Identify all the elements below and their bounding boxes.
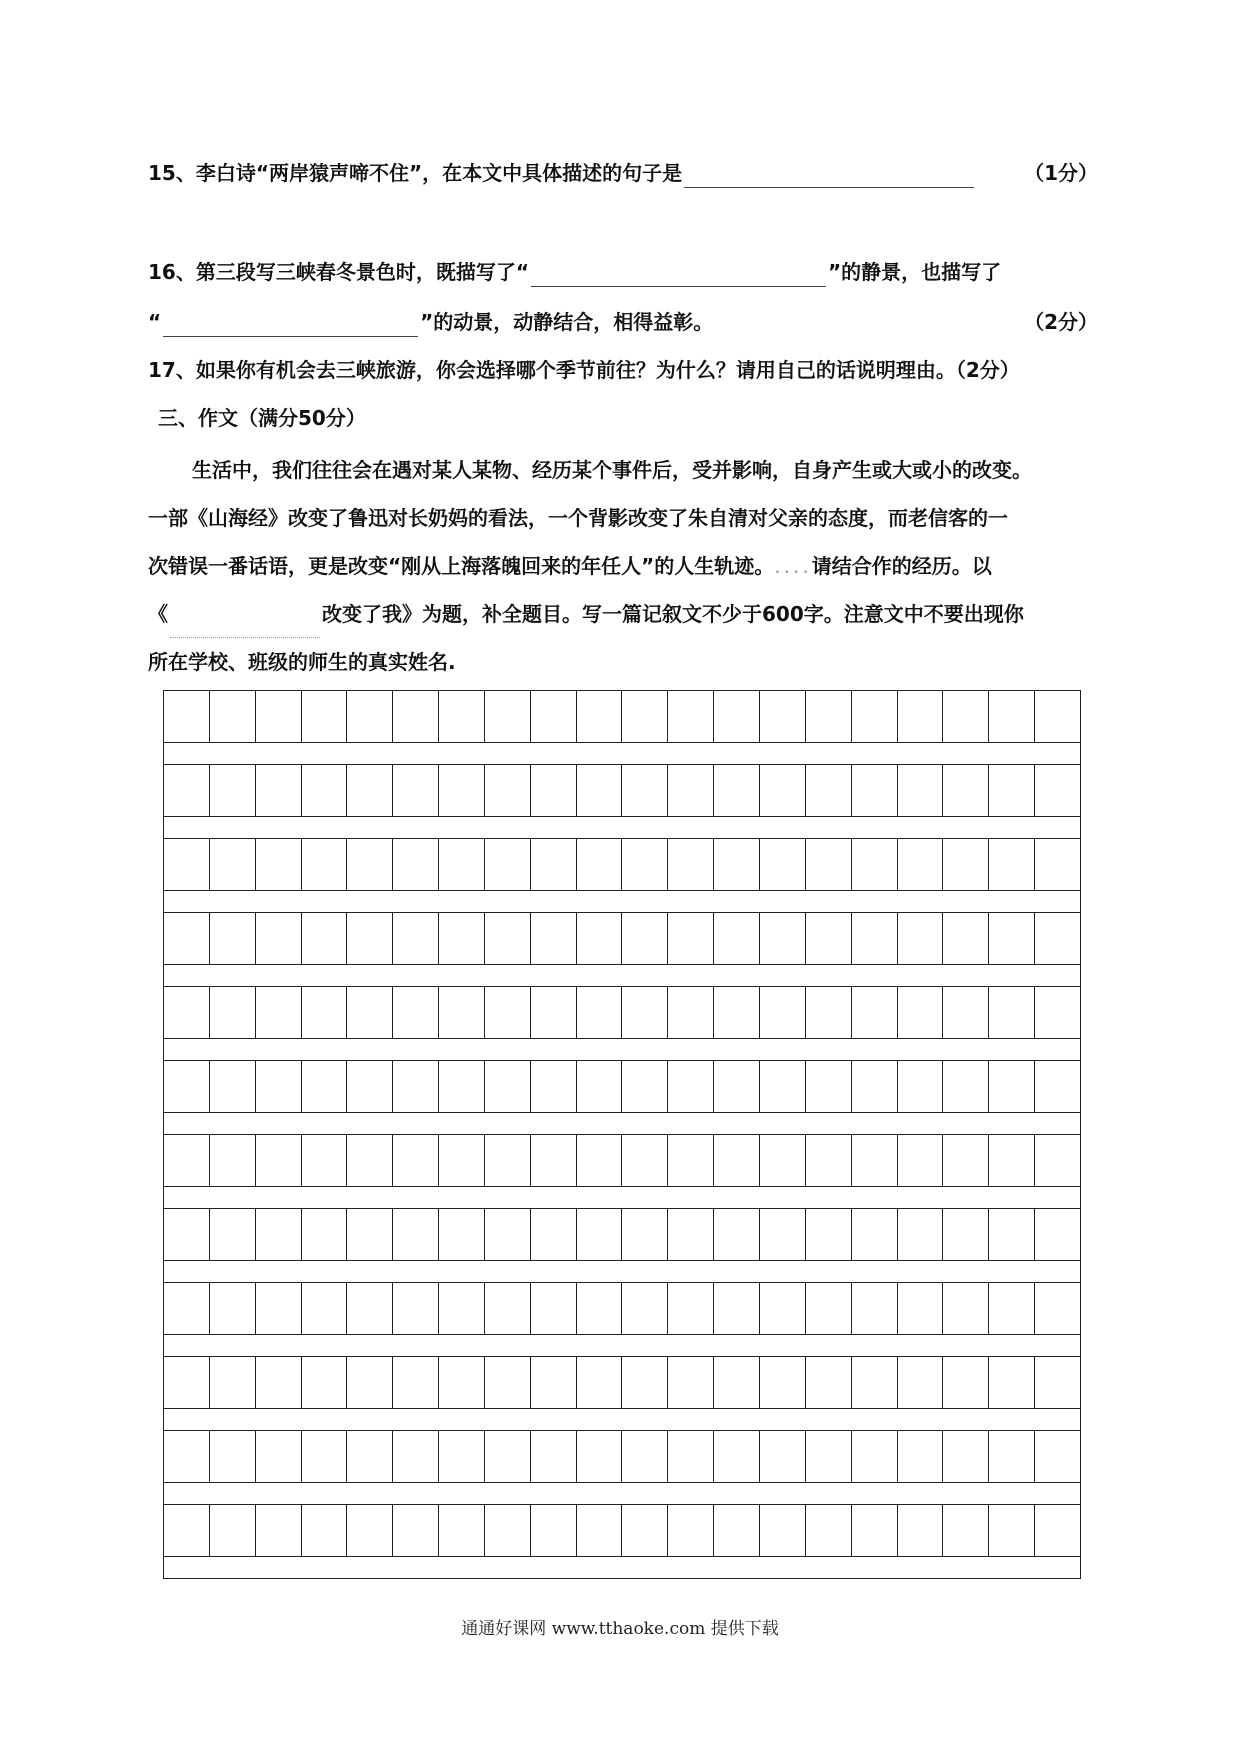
grid-cell[interactable] [577, 987, 623, 1038]
grid-cell[interactable] [898, 691, 944, 742]
grid-cell[interactable] [302, 1431, 348, 1482]
grid-cell[interactable] [531, 1061, 577, 1112]
grid-cell[interactable] [164, 765, 210, 816]
grid-cell[interactable] [256, 1209, 302, 1260]
grid-cell[interactable] [622, 691, 668, 742]
grid-cell[interactable] [760, 1283, 806, 1334]
grid-cell[interactable] [898, 913, 944, 964]
grid-cell[interactable] [347, 1283, 393, 1334]
grid-row-gap [164, 743, 1080, 765]
grid-cell[interactable] [668, 1505, 714, 1556]
grid-cell[interactable] [164, 1135, 210, 1186]
grid-cell[interactable] [577, 1209, 623, 1260]
essay-prompt [148, 446, 1098, 686]
grid-cell[interactable] [852, 987, 898, 1038]
grid-cell[interactable] [210, 765, 256, 816]
grid-cell[interactable] [943, 1061, 989, 1112]
grid-cell[interactable] [760, 691, 806, 742]
grid-cell[interactable] [347, 1061, 393, 1112]
grid-cell[interactable] [668, 839, 714, 890]
grid-cell[interactable] [210, 839, 256, 890]
grid-cell[interactable] [210, 1505, 256, 1556]
grid-cell[interactable] [302, 913, 348, 964]
grid-cell[interactable] [622, 1357, 668, 1408]
grid-cell[interactable] [256, 1283, 302, 1334]
grid-cell[interactable] [439, 765, 485, 816]
grid-cell[interactable] [393, 839, 439, 890]
grid-cell[interactable] [1035, 1505, 1080, 1556]
grid-cell[interactable] [256, 839, 302, 890]
grid-cell[interactable] [485, 1135, 531, 1186]
section-3-heading [158, 403, 1108, 433]
grid-cell[interactable] [668, 913, 714, 964]
grid-cell[interactable] [485, 1209, 531, 1260]
grid-cell[interactable] [714, 839, 760, 890]
grid-cell[interactable] [898, 1283, 944, 1334]
grid-cell[interactable] [622, 1135, 668, 1186]
grid-cell[interactable] [439, 1135, 485, 1186]
grid-cell[interactable] [577, 839, 623, 890]
grid-cell[interactable] [347, 765, 393, 816]
grid-cell[interactable] [989, 1431, 1035, 1482]
grid-cell[interactable] [393, 691, 439, 742]
grid-cell[interactable] [577, 691, 623, 742]
grid-cell[interactable] [531, 691, 577, 742]
grid-cell[interactable] [531, 1283, 577, 1334]
grid-cell[interactable] [256, 1505, 302, 1556]
grid-cell[interactable] [347, 691, 393, 742]
grid-cell[interactable] [806, 765, 852, 816]
grid-row [164, 1357, 1080, 1409]
grid-cell[interactable] [485, 839, 531, 890]
question-16-line-1 [148, 257, 1098, 287]
essay-prompt-line-3-end: 请结合作的经历。以 [811, 554, 992, 578]
grid-cell[interactable] [485, 1357, 531, 1408]
question-16-text-c: “ [148, 310, 162, 334]
grid-cell[interactable] [668, 691, 714, 742]
grid-cell[interactable] [852, 1505, 898, 1556]
grid-row [164, 913, 1080, 965]
grid-cell[interactable] [347, 1209, 393, 1260]
grid-cell[interactable] [347, 987, 393, 1038]
grid-cell[interactable] [943, 1135, 989, 1186]
grid-cell[interactable] [347, 1135, 393, 1186]
question-16-text-d: ”的动景，动静结合，相得益彰。 [420, 310, 714, 334]
grid-cell[interactable] [485, 913, 531, 964]
grid-cell[interactable] [943, 1505, 989, 1556]
grid-cell[interactable] [714, 1431, 760, 1482]
grid-row [164, 691, 1080, 743]
essay-prompt-line-4 [148, 590, 1098, 638]
grid-cell[interactable] [852, 1209, 898, 1260]
grid-cell[interactable] [806, 691, 852, 742]
grid-cell[interactable] [668, 1061, 714, 1112]
grid-cell[interactable] [760, 1357, 806, 1408]
grid-cell[interactable] [485, 1505, 531, 1556]
grid-cell[interactable] [806, 1135, 852, 1186]
grid-cell[interactable] [668, 1357, 714, 1408]
grid-cell[interactable] [210, 1283, 256, 1334]
grid-cell[interactable] [852, 1135, 898, 1186]
grid-cell[interactable] [852, 1283, 898, 1334]
grid-cell[interactable] [485, 691, 531, 742]
grid-cell[interactable] [210, 1061, 256, 1112]
grid-cell[interactable] [347, 1431, 393, 1482]
grid-cell[interactable] [852, 765, 898, 816]
grid-row-gap [164, 965, 1080, 987]
grid-cell[interactable] [1035, 839, 1080, 890]
grid-cell[interactable] [210, 1357, 256, 1408]
grid-row [164, 1283, 1080, 1335]
grid-cell[interactable] [760, 1431, 806, 1482]
grid-cell[interactable] [668, 1135, 714, 1186]
grid-cell[interactable] [989, 1061, 1035, 1112]
grid-cell[interactable] [302, 1209, 348, 1260]
essay-prompt-line-2: 一部《山海经》改变了鲁迅对长奶妈的看法，一个背影改变了朱自清对父亲的态度，而老信客的一 [148, 506, 1008, 530]
grid-cell[interactable] [531, 1357, 577, 1408]
grid-cell[interactable] [714, 691, 760, 742]
grid-cell[interactable] [164, 1283, 210, 1334]
grid-cell[interactable] [806, 839, 852, 890]
grid-cell[interactable] [714, 765, 760, 816]
grid-cell[interactable] [989, 765, 1035, 816]
grid-cell[interactable] [302, 1505, 348, 1556]
grid-cell[interactable] [256, 765, 302, 816]
grid-cell[interactable] [347, 839, 393, 890]
grid-cell[interactable] [806, 987, 852, 1038]
grid-cell[interactable] [439, 987, 485, 1038]
question-17 [148, 355, 1098, 385]
grid-cell[interactable] [806, 1283, 852, 1334]
grid-cell[interactable] [943, 691, 989, 742]
grid-cell[interactable] [898, 1061, 944, 1112]
essay-prompt-line-1: 生活中，我们往往会在遇对某人某物、经历某个事件后，受并影响，自身产生或大或小的改变。 [192, 458, 1032, 482]
grid-cell[interactable] [1035, 1431, 1080, 1482]
grid-cell[interactable] [1035, 691, 1080, 742]
grid-cell[interactable] [439, 1431, 485, 1482]
grid-cell[interactable] [577, 1283, 623, 1334]
grid-cell[interactable] [439, 913, 485, 964]
grid-cell[interactable] [485, 987, 531, 1038]
grid-cell[interactable] [256, 1061, 302, 1112]
grid-cell[interactable] [898, 839, 944, 890]
grid-cell[interactable] [760, 1505, 806, 1556]
grid-cell[interactable] [302, 1135, 348, 1186]
grid-cell[interactable] [760, 1061, 806, 1112]
grid-cell[interactable] [760, 987, 806, 1038]
grid-cell[interactable] [714, 1357, 760, 1408]
grid-cell[interactable] [347, 1505, 393, 1556]
grid-cell[interactable] [531, 765, 577, 816]
grid-cell[interactable] [943, 987, 989, 1038]
grid-cell[interactable] [943, 1357, 989, 1408]
grid-cell[interactable] [393, 1357, 439, 1408]
grid-cell[interactable] [1035, 913, 1080, 964]
grid-cell[interactable] [1035, 1209, 1080, 1260]
grid-cell[interactable] [622, 1505, 668, 1556]
grid-cell[interactable] [898, 1209, 944, 1260]
answer-blank-16-static[interactable] [531, 264, 826, 287]
grid-row-gap [164, 1483, 1080, 1505]
grid-row-gap [164, 1261, 1080, 1283]
grid-cell[interactable] [668, 1283, 714, 1334]
grid-cell[interactable] [393, 1209, 439, 1260]
grid-cell[interactable] [714, 1061, 760, 1112]
grid-cell[interactable] [393, 765, 439, 816]
grid-cell[interactable] [164, 1061, 210, 1112]
essay-prompt-line-4-text: 改变了我》为题，补全题目。写一篇记叙文不少于600字。注意文中不要出现你 [322, 602, 1024, 626]
grid-cell[interactable] [1035, 1061, 1080, 1112]
answer-blank-15[interactable] [684, 165, 974, 188]
grid-row [164, 1061, 1080, 1113]
grid-cell[interactable] [989, 1357, 1035, 1408]
grid-row-gap [164, 1409, 1080, 1431]
grid-cell[interactable] [164, 1505, 210, 1556]
grid-cell[interactable] [668, 1431, 714, 1482]
grid-cell[interactable] [531, 1135, 577, 1186]
grid-cell[interactable] [1035, 1357, 1080, 1408]
grid-cell[interactable] [852, 1357, 898, 1408]
grid-cell[interactable] [256, 1357, 302, 1408]
grid-cell[interactable] [256, 987, 302, 1038]
grid-cell[interactable] [256, 691, 302, 742]
grid-cell[interactable] [302, 691, 348, 742]
grid-cell[interactable] [760, 839, 806, 890]
grid-cell[interactable] [439, 1283, 485, 1334]
grid-cell[interactable] [531, 987, 577, 1038]
grid-cell[interactable] [577, 1505, 623, 1556]
question-15-text: 15、李白诗“两岸猿声啼不住”，在本文中具体描述的句子是 [148, 161, 683, 185]
question-16-text-a: 16、第三段写三峡春冬景色时，既描写了“ [148, 260, 529, 284]
question-17-text: 17、如果你有机会去三峡旅游，你会选择哪个季节前往？为什么？请用自己的话说明理由。（2分） [148, 358, 1020, 382]
grid-row-gap [164, 1187, 1080, 1209]
grid-cell[interactable] [577, 913, 623, 964]
grid-cell[interactable] [714, 987, 760, 1038]
grid-cell[interactable] [943, 913, 989, 964]
answer-blank-16-dynamic[interactable] [163, 314, 418, 337]
grid-cell[interactable] [531, 913, 577, 964]
grid-cell[interactable] [989, 1209, 1035, 1260]
grid-cell[interactable] [531, 1209, 577, 1260]
grid-cell[interactable] [760, 1209, 806, 1260]
grid-row-gap [164, 1039, 1080, 1061]
grid-cell[interactable] [943, 1209, 989, 1260]
grid-cell[interactable] [898, 1505, 944, 1556]
grid-cell[interactable] [898, 1135, 944, 1186]
grid-cell[interactable] [302, 1357, 348, 1408]
grid-cell[interactable] [439, 839, 485, 890]
grid-row-gap [164, 1113, 1080, 1135]
grid-cell[interactable] [806, 1061, 852, 1112]
grid-cell[interactable] [256, 1135, 302, 1186]
grid-cell[interactable] [806, 913, 852, 964]
grid-row-gap [164, 1335, 1080, 1357]
grid-cell[interactable] [164, 691, 210, 742]
grid-cell[interactable] [1035, 1283, 1080, 1334]
grid-cell[interactable] [806, 1505, 852, 1556]
grid-cell[interactable] [393, 1135, 439, 1186]
grid-cell[interactable] [989, 839, 1035, 890]
grid-cell[interactable] [943, 1431, 989, 1482]
grid-cell[interactable] [439, 1357, 485, 1408]
grid-cell[interactable] [302, 765, 348, 816]
grid-row [164, 1135, 1080, 1187]
grid-row [164, 987, 1080, 1039]
grid-cell[interactable] [989, 1135, 1035, 1186]
grid-cell[interactable] [898, 987, 944, 1038]
grid-cell[interactable] [714, 1209, 760, 1260]
grid-cell[interactable] [164, 839, 210, 890]
essay-prompt-line-3 [148, 542, 1098, 590]
grid-cell[interactable] [577, 765, 623, 816]
grid-cell[interactable] [1035, 987, 1080, 1038]
grid-cell[interactable] [760, 1135, 806, 1186]
question-15 [148, 158, 1098, 188]
essay-prompt-line-5: 所在学校、班级的师生的真实姓名. [148, 650, 456, 674]
grid-cell[interactable] [393, 1505, 439, 1556]
grid-cell[interactable] [347, 913, 393, 964]
grid-cell[interactable] [898, 1357, 944, 1408]
grid-cell[interactable] [943, 839, 989, 890]
grid-cell[interactable] [393, 1283, 439, 1334]
grid-cell[interactable] [485, 1283, 531, 1334]
footer-source: 通通好课网 www.tthaoke.com 提供下载 [461, 1619, 779, 1639]
grid-cell[interactable] [622, 765, 668, 816]
grid-row-gap [164, 1557, 1080, 1578]
grid-cell[interactable] [164, 1431, 210, 1482]
grid-cell[interactable] [393, 1061, 439, 1112]
grid-cell[interactable] [852, 691, 898, 742]
grid-cell[interactable] [943, 1283, 989, 1334]
grid-cell[interactable] [302, 1061, 348, 1112]
grid-cell[interactable] [622, 1283, 668, 1334]
grid-cell[interactable] [302, 987, 348, 1038]
grid-cell[interactable] [577, 1431, 623, 1482]
grid-cell[interactable] [347, 1357, 393, 1408]
grid-cell[interactable] [439, 1061, 485, 1112]
grid-cell[interactable] [164, 1357, 210, 1408]
grid-row [164, 1431, 1080, 1483]
grid-cell[interactable] [1035, 765, 1080, 816]
grid-cell[interactable] [714, 1505, 760, 1556]
question-15-score: （1分） [1024, 161, 1098, 185]
grid-cell[interactable] [714, 1283, 760, 1334]
grid-cell[interactable] [164, 913, 210, 964]
grid-cell[interactable] [622, 913, 668, 964]
grid-cell[interactable] [210, 987, 256, 1038]
grid-cell[interactable] [485, 1061, 531, 1112]
grid-row [164, 1505, 1080, 1557]
grid-cell[interactable] [943, 765, 989, 816]
grid-cell[interactable] [577, 1135, 623, 1186]
essay-writing-grid[interactable] [163, 690, 1081, 1579]
grid-cell[interactable] [210, 691, 256, 742]
grid-cell[interactable] [806, 1209, 852, 1260]
grid-cell[interactable] [989, 1505, 1035, 1556]
grid-cell[interactable] [210, 1135, 256, 1186]
grid-cell[interactable] [439, 1209, 485, 1260]
essay-title-blank[interactable] [170, 615, 320, 638]
grid-cell[interactable] [577, 1061, 623, 1112]
grid-cell[interactable] [714, 913, 760, 964]
grid-cell[interactable] [622, 1431, 668, 1482]
grid-cell[interactable] [989, 913, 1035, 964]
grid-cell[interactable] [668, 1209, 714, 1260]
grid-cell[interactable] [989, 1283, 1035, 1334]
grid-cell[interactable] [852, 1431, 898, 1482]
question-16-line-2 [148, 307, 1098, 337]
section-3-heading-text: 三、作文（满分50分） [158, 406, 366, 430]
grid-cell[interactable] [485, 1431, 531, 1482]
grid-row-gap [164, 891, 1080, 913]
grid-cell[interactable] [164, 987, 210, 1038]
grid-cell[interactable] [210, 913, 256, 964]
grid-cell[interactable] [531, 1505, 577, 1556]
grid-cell[interactable] [210, 1431, 256, 1482]
grid-cell[interactable] [393, 1431, 439, 1482]
grid-cell[interactable] [622, 839, 668, 890]
grid-cell[interactable] [989, 691, 1035, 742]
grid-cell[interactable] [806, 1357, 852, 1408]
essay-title-open: 《 [148, 602, 168, 626]
grid-cell[interactable] [302, 1283, 348, 1334]
grid-row-gap [164, 817, 1080, 839]
grid-cell[interactable] [852, 839, 898, 890]
grid-cell[interactable] [668, 987, 714, 1038]
dotted-gap: .... [774, 554, 812, 578]
grid-cell[interactable] [256, 913, 302, 964]
grid-cell[interactable] [622, 1209, 668, 1260]
grid-cell[interactable] [164, 1209, 210, 1260]
grid-cell[interactable] [898, 765, 944, 816]
grid-cell[interactable] [622, 987, 668, 1038]
grid-cell[interactable] [577, 1357, 623, 1408]
grid-cell[interactable] [806, 1431, 852, 1482]
grid-cell[interactable] [668, 765, 714, 816]
question-16-score: （2分） [1024, 310, 1098, 334]
grid-cell[interactable] [531, 839, 577, 890]
grid-cell[interactable] [439, 691, 485, 742]
grid-cell[interactable] [852, 913, 898, 964]
question-16-text-b: ”的静景，也描写了 [827, 260, 1002, 284]
grid-cell[interactable] [852, 1061, 898, 1112]
grid-cell[interactable] [531, 1431, 577, 1482]
grid-cell[interactable] [760, 765, 806, 816]
grid-cell[interactable] [989, 987, 1035, 1038]
grid-row [164, 839, 1080, 891]
grid-cell[interactable] [439, 1505, 485, 1556]
grid-cell[interactable] [256, 1431, 302, 1482]
grid-cell[interactable] [622, 1061, 668, 1112]
grid-cell[interactable] [760, 913, 806, 964]
grid-cell[interactable] [393, 987, 439, 1038]
essay-prompt-line-3-text: 次错误一番话语，更是改变“刚从上海落魄回来的年任人”的人生轨迹。 [148, 554, 775, 578]
grid-cell[interactable] [898, 1431, 944, 1482]
grid-cell[interactable] [714, 1135, 760, 1186]
grid-cell[interactable] [393, 913, 439, 964]
grid-cell[interactable] [1035, 1135, 1080, 1186]
grid-cell[interactable] [485, 765, 531, 816]
grid-cell[interactable] [210, 1209, 256, 1260]
grid-row [164, 765, 1080, 817]
grid-row [164, 1209, 1080, 1261]
grid-cell[interactable] [302, 839, 348, 890]
